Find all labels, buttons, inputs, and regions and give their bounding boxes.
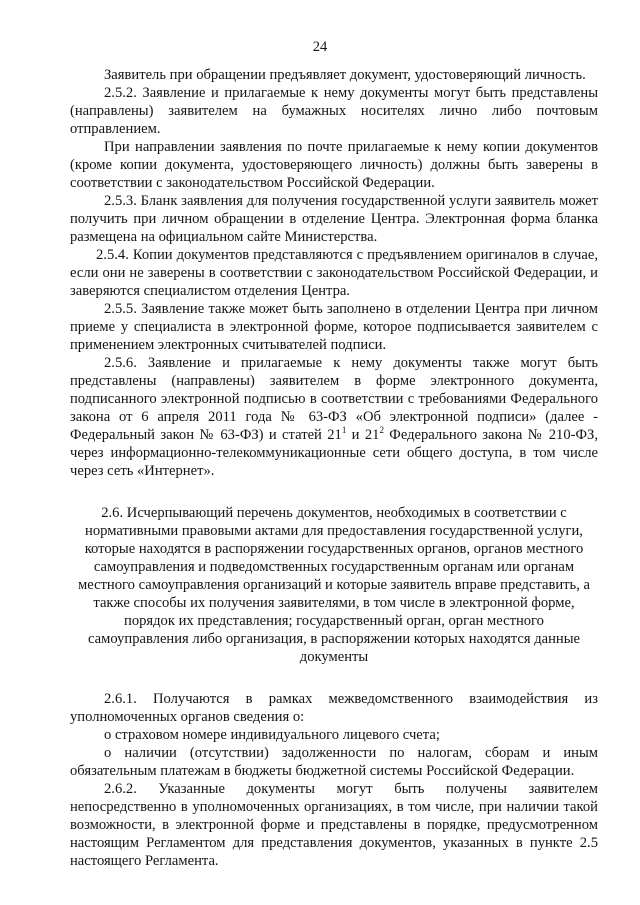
paragraph-2-6-2: 2.6.2. Указанные документы могут быть получены заявителем непосредственно в уполномоченных организациях, в том числе, при наличии такой возможности, в электронной форме и представлены в порядке, предусмотренном настоящим Регламентом для представления документов, указанных в пункте 2.5 настоящего Регламента. [70, 781, 598, 869]
paragraph-2-5-6-text-1: 2.5.6. Заявление и прилагаемые к нему документы также могут быть представлены (направлены) заявителем в форме электронного документа, подписанного электронной подписью в соответствии с требованиями Федерального закона от 6 апреля 2011 года № 63-ФЗ «Об электронной подписи» (далее - Федеральный закон № 63-ФЗ) и статей 21 [70, 355, 598, 443]
paragraph-2-5-5: 2.5.5. Заявление также может быть заполнено в отделении Центра при личном приеме у специалиста в электронной форме, которое подписывается заявителем с применением электронных считывателей подписи. [70, 301, 598, 353]
paragraph-2-6-1: 2.6.1. Получаются в рамках межведомственного взаимодействия из уполномоченных органов сведения о: [70, 691, 598, 725]
paragraph-applicant-id: Заявитель при обращении предъявляет документ, удостоверяющий личность. [104, 67, 586, 83]
paragraph-2-5-4: 2.5.4. Копии документов представляются с предъявлением оригиналов в случае, если они не заверены в соответствии с законодательством Российской Федерации, и заверяются специалистом отделения Центра. [70, 247, 598, 299]
superscript-1: 1 [341, 425, 347, 435]
list-item-tax-debt: о наличии (отсутствии) задолженности по налогам, сборам и иным обязательным платежам в бюджеты бюджетной системы Российской Федерации. [70, 745, 598, 779]
list-item-insurance-number: о страховом номере индивидуального лицевого счета; [104, 727, 440, 743]
page-number: 24 [312, 39, 328, 55]
paragraph-postal-copies: При направлении заявления по почте прилагаемые к нему копии документов (кроме копии документа, удостоверяющего личность) должны быть заверены в соответствии с законодательством Российской Федерации. [70, 139, 598, 191]
paragraph-2-5-2: 2.5.2. Заявление и прилагаемые к нему документы могут быть представлены (направлены) заявителем на бумажных носителях лично либо почтовым отправлением. [70, 85, 598, 137]
section-2-6-heading: 2.6. Исчерпывающий перечень документов, необходимых в соответствии с нормативными правовыми актами для предоставления государственной услуги, которые находятся в распоряжении государственных органов, органов местного самоуправления и подведомственных государственным органам или органам местного самоуправления организаций и которые заявитель вправе представить, а также способы их получения заявителями, в том числе в электронной форме, порядок их представления; государственный орган, орган местного самоуправления либо организация, в распоряжении которых находятся данные документы [78, 505, 590, 665]
paragraph-2-5-3: 2.5.3. Бланк заявления для получения государственной услуги заявитель может получить при личном обращении в отделение Центра. Электронная форма бланка размещена на официальном сайте Министерства. [70, 193, 598, 245]
superscript-2: 2 [379, 425, 384, 435]
paragraph-2-5-6-text-3: Федерального закона № 210-ФЗ, через информационно-телекоммуникационные сети общего доступа, в том числе через сеть «Интернет». [70, 427, 598, 479]
paragraph-2-5-6-text-2: и 21 [346, 427, 380, 443]
document-body [70, 66, 598, 870]
paragraph-2-5-6 [70, 354, 598, 480]
